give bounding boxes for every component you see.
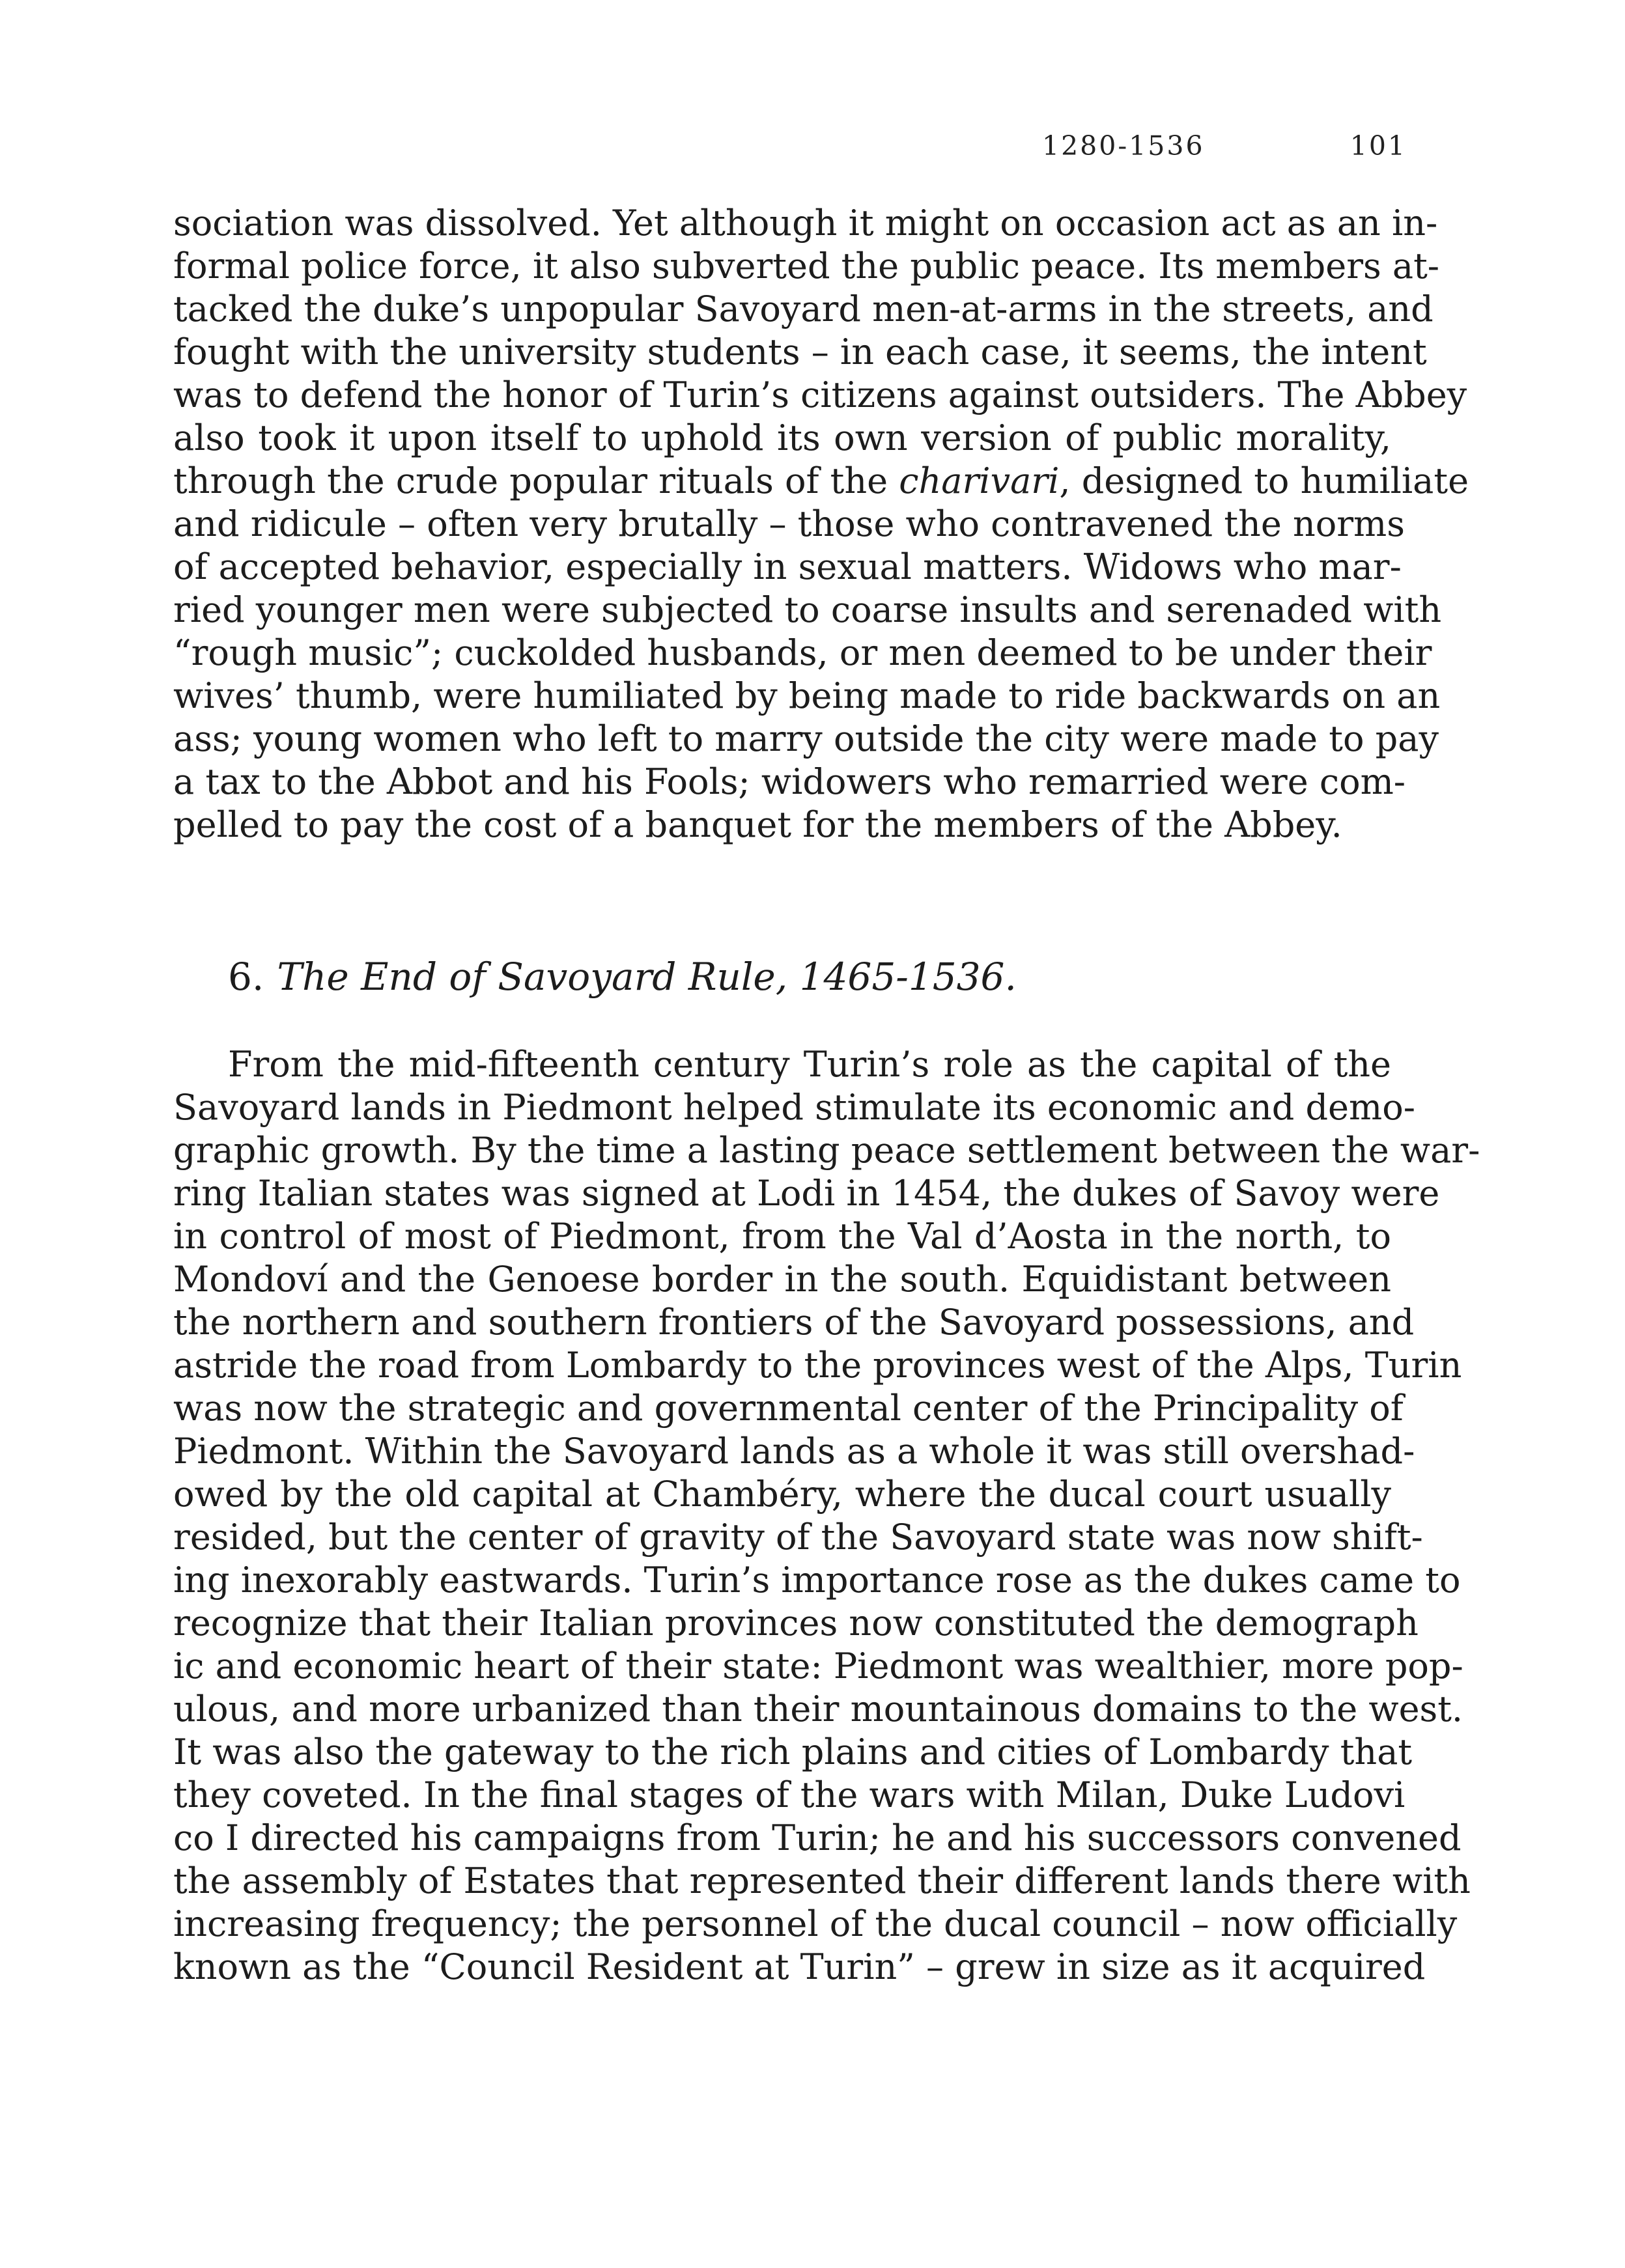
text-line: increasing frequency; the personnel of the ducal council – now officially <box>173 1903 1458 1944</box>
text-line: was to defend the honor of Turin’s citizens against outsiders. The Abbey <box>173 374 1467 415</box>
text-line: in control of most of Piedmont, from the Val d’Aosta in the north, to <box>173 1216 1391 1257</box>
section-heading <box>228 954 1017 1000</box>
text-line: From the mid-fifteenth century Turin’s role as the capital of the <box>228 1044 1391 1085</box>
text-line: owed by the old capital at Chambéry, where the ducal court usually <box>173 1474 1391 1515</box>
text-line: the assembly of Estates that represented their different lands there with <box>173 1860 1471 1901</box>
text-line-with-italic <box>173 460 1469 503</box>
text-line: formal police force, it also subverted the public peace. Its members at- <box>173 245 1440 287</box>
text-line: wives’ thumb, were humiliated by being made to ride backwards on an <box>173 675 1441 716</box>
text-line: Piedmont. Within the Savoyard lands as a whole it was still overshad- <box>173 1431 1415 1472</box>
text-line: resided, but the center of gravity of the Savoyard state was now shift- <box>173 1517 1423 1558</box>
text-line: ring Italian states was signed at Lodi in 1454, the dukes of Savoy were <box>173 1173 1440 1214</box>
text-run: through the crude popular rituals of the <box>173 460 899 501</box>
text-line: ic and economic heart of their state: Piedmont was wealthier, more pop- <box>173 1645 1463 1687</box>
text-line: recognize that their Italian provinces now constituted the demograph <box>173 1603 1419 1644</box>
text-line: of accepted behavior, especially in sexual matters. Widows who mar- <box>173 546 1402 587</box>
text-line: ulous, and more urbanized than their mountainous domains to the west. <box>173 1688 1463 1729</box>
page-number: 101 <box>1349 130 1407 161</box>
text-line: the northern and southern frontiers of the Savoyard possessions, and <box>173 1302 1415 1343</box>
header-date-range: 1280-1536 <box>1042 130 1205 161</box>
text-line: astride the road from Lombardy to the provinces west of the Alps, Turin <box>173 1345 1462 1386</box>
text-line: known as the “Council Resident at Turin” – grew in size as it acquired <box>173 1946 1426 1987</box>
text-line: ass; young women who left to marry outside the city were made to pay <box>173 718 1439 759</box>
text-line: tacked the duke’s unpopular Savoyard men-at-arms in the streets, and <box>173 288 1434 329</box>
section-number: 6. <box>228 955 264 999</box>
text-line: pelled to pay the cost of a banquet for the members of the Abbey. <box>173 804 1342 845</box>
text-line: It was also the gateway to the rich plains and cities of Lombardy that <box>173 1731 1413 1772</box>
text-line: was now the strategic and governmental center of the Principality of <box>173 1388 1404 1429</box>
italic-term: charivari <box>899 460 1060 501</box>
text-line: graphic growth. By the time a lasting peace settlement between the war- <box>173 1130 1480 1171</box>
text-line: sociation was dissolved. Yet although it might on occasion act as an in- <box>173 203 1438 244</box>
text-line: Mondoví and the Genoese border in the south. Equidistant between <box>173 1259 1391 1300</box>
text-line: they coveted. In the final stages of the wars with Milan, Duke Ludovi <box>173 1774 1406 1815</box>
text-line: fought with the university students – in each case, it seems, the intent <box>173 331 1427 372</box>
text-line: and ridicule – often very brutally – those who contravened the norms <box>173 503 1405 544</box>
text-line: Savoyard lands in Piedmont helped stimulate its economic and demo- <box>173 1087 1415 1128</box>
text-line: ing inexorably eastwards. Turin’s importance rose as the dukes came to <box>173 1560 1461 1601</box>
section-title: The End of Savoyard Rule, 1465-1536. <box>277 955 1017 999</box>
text-run: , designed to humiliate <box>1059 460 1469 501</box>
text-line: co I directed his campaigns from Turin; he and his successors convened <box>173 1817 1462 1858</box>
text-line: ried younger men were subjected to coarse insults and serenaded with <box>173 589 1442 630</box>
text-line: a tax to the Abbot and his Fools; widowers who remarried were com- <box>173 761 1406 802</box>
running-header <box>1042 130 1407 176</box>
text-line: also took it upon itself to uphold its own version of public morality, <box>173 417 1391 458</box>
text-line: “rough music”; cuckolded husbands, or men deemed to be under their <box>173 632 1432 673</box>
